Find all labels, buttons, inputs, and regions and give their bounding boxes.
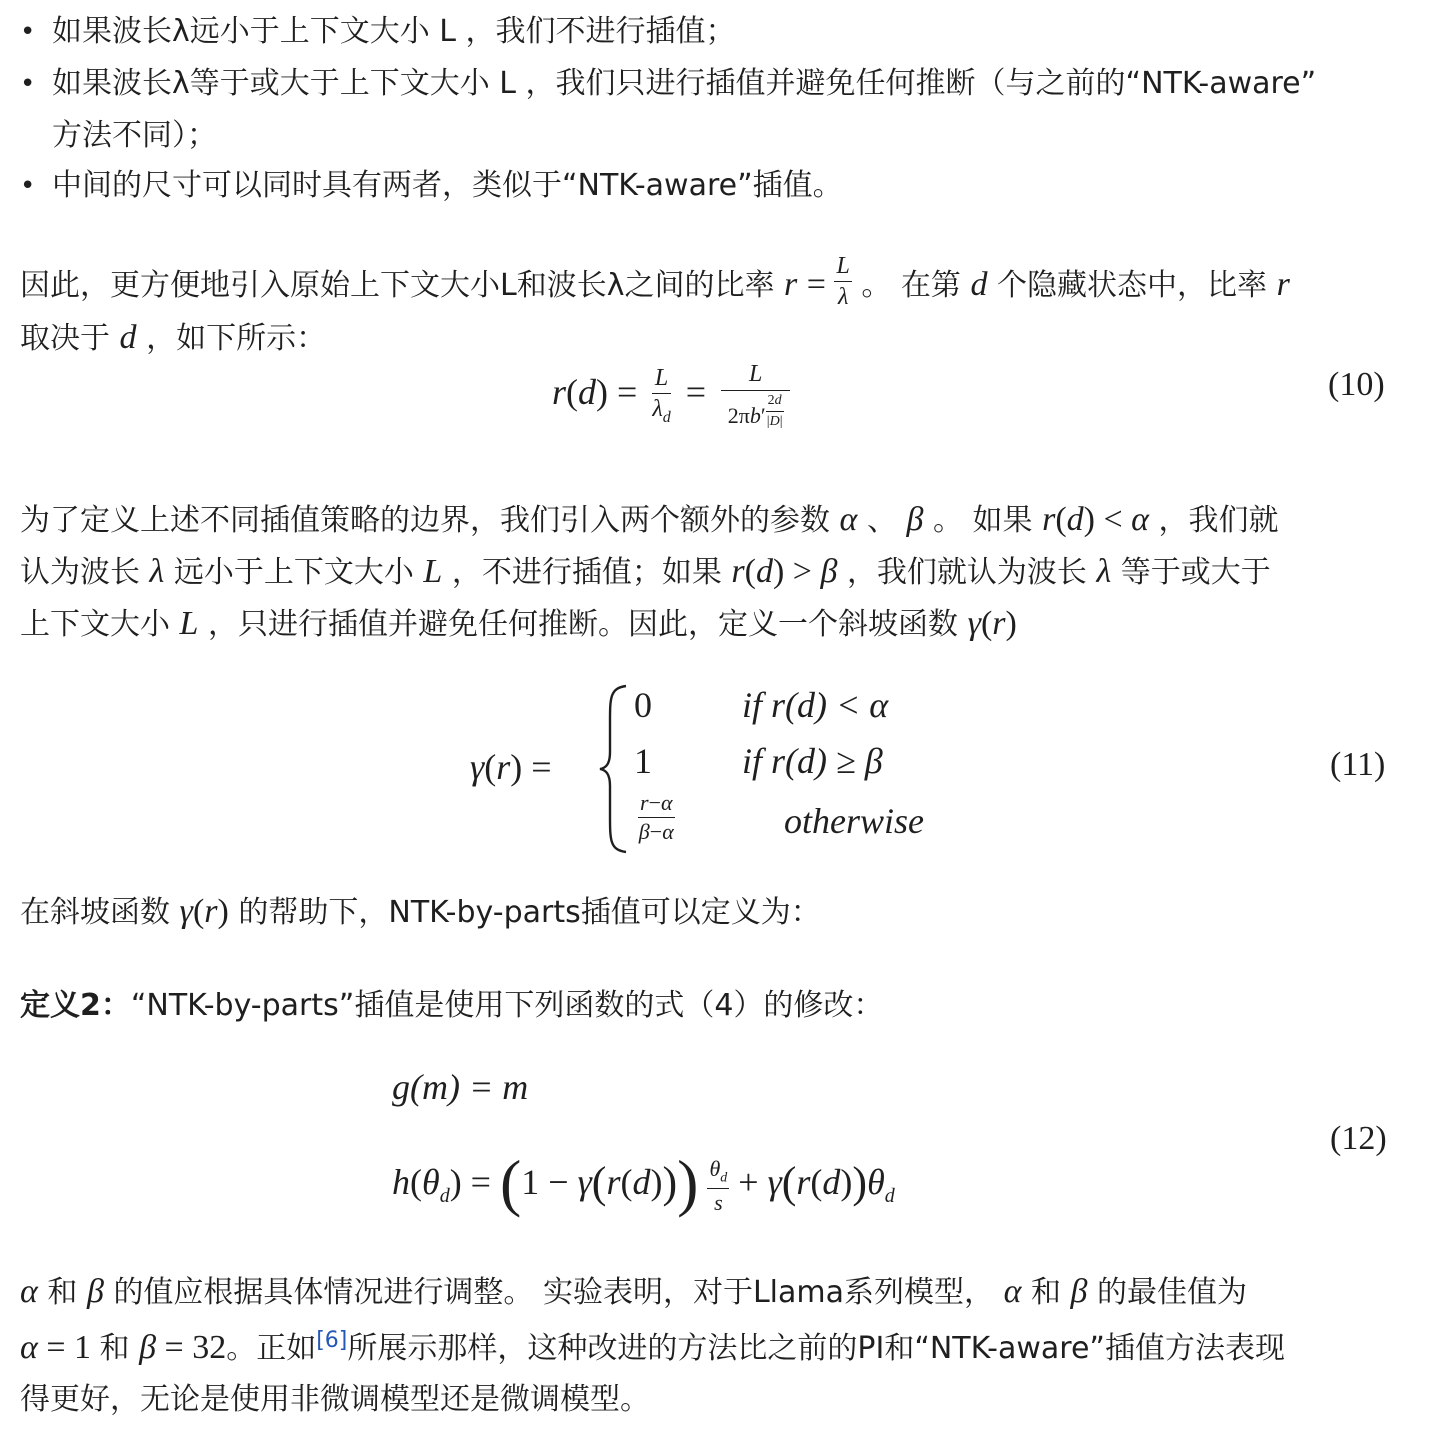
math-inline: β bbox=[820, 553, 838, 590]
math-inline: α bbox=[1131, 501, 1149, 538]
math-inline: β bbox=[906, 501, 924, 538]
equation-12-line1: g(m) = m bbox=[392, 1067, 529, 1107]
left-brace-icon bbox=[596, 682, 632, 856]
bullet-marker: • bbox=[20, 171, 36, 201]
math-inline: β bbox=[1070, 1273, 1088, 1310]
math-inline: = 32 bbox=[156, 1329, 227, 1366]
paragraph-values-line1 bbox=[20, 1272, 1247, 1313]
text: 和 bbox=[47, 1275, 78, 1310]
bullet-marker: • bbox=[20, 69, 36, 99]
math-inline: ( bbox=[1055, 501, 1067, 538]
math-inline: = bbox=[806, 266, 835, 303]
math-inline: ) bbox=[217, 893, 229, 930]
text: 为了定义上述不同插值策略的边界，我们引入两个额外的参数 bbox=[20, 503, 830, 538]
math-inline: β bbox=[86, 1273, 104, 1310]
math-inline: d bbox=[755, 553, 773, 590]
text: 的值应根据具体情况进行调整。 实验表明，对于Llama系列模型， bbox=[113, 1275, 995, 1310]
text: 远小于上下文大小 bbox=[173, 555, 414, 590]
definition-text: “NTK-by-parts”插值是使用下列函数的式（4）的修改： bbox=[130, 988, 884, 1023]
math-inline: d bbox=[119, 319, 137, 356]
equation-10: r(d) = $\frac{L}{\lambda_d}$ = L 2πb′ $^{\frac{2d}{|D|}}$ bbox=[552, 362, 790, 429]
text: 。 在第 bbox=[861, 268, 961, 303]
paragraph-boundary-line3 bbox=[20, 604, 1017, 645]
math-inline: L bbox=[423, 553, 443, 590]
text: ，不进行插值；如果 bbox=[451, 555, 722, 590]
paragraph-ratio-line2 bbox=[20, 318, 326, 359]
text: 的帮助下，NTK-by-parts插值可以定义为： bbox=[238, 895, 821, 930]
text: ，我们就认为波长 bbox=[846, 555, 1087, 590]
math-inline: r bbox=[731, 553, 745, 590]
definition-2 bbox=[20, 986, 883, 1026]
math-inline: α bbox=[1003, 1273, 1022, 1310]
paragraph-values-line3: 得更好，无论是使用非微调模型还是微调模型。 bbox=[20, 1382, 650, 1417]
definition-label: 定义2： bbox=[20, 988, 131, 1023]
math-inline: ( bbox=[744, 553, 756, 590]
text: 的最佳值为 bbox=[1097, 1275, 1247, 1310]
math-inline: β bbox=[139, 1329, 157, 1366]
citation-link[interactable]: [6] bbox=[316, 1328, 348, 1353]
math-fraction: $\frac{L}{\lambda}$ bbox=[836, 253, 850, 310]
math-inline: r bbox=[1042, 501, 1056, 538]
case-2-condition: if r(d) ≥ β bbox=[742, 741, 883, 781]
math-inline: λ bbox=[1096, 553, 1112, 590]
text: ，只进行插值并避免任何推断。因此，定义一个斜坡函数 bbox=[208, 607, 959, 642]
math-inline: = 1 bbox=[37, 1329, 100, 1366]
text: 因此，更方便地引入原始上下文大小L和波长λ之间的比率 bbox=[20, 268, 775, 303]
text: 。 如果 bbox=[932, 503, 1033, 538]
paragraph-boundary-line2 bbox=[20, 552, 1271, 593]
math-inline: r bbox=[784, 266, 798, 303]
text: 在斜坡函数 bbox=[20, 895, 170, 930]
case-3-condition: otherwise bbox=[784, 801, 924, 841]
math-inline: r bbox=[204, 893, 218, 930]
case-3-value: $\frac{r-\alpha}{\beta-\alpha}$ bbox=[638, 790, 674, 844]
bullet-item-2: 如果波长λ等于或大于上下文大小 L ，我们只进行插值并避免任何推断（与之前的“NTK-aware” bbox=[52, 66, 1317, 101]
bullet-item-3: 中间的尺寸可以同时具有两者，类似于“NTK-aware”插值。 bbox=[52, 168, 843, 203]
text: 所展示那样，这种改进的方法比之前的PI和“NTK-aware”插值方法表现 bbox=[347, 1331, 1285, 1366]
math-inline: ) bbox=[1005, 605, 1017, 642]
math-inline: ) < bbox=[1083, 501, 1132, 538]
math-inline: ( bbox=[192, 893, 205, 930]
paragraph-ramp bbox=[20, 892, 821, 933]
text: 。正如 bbox=[226, 1331, 317, 1366]
math-inline: d bbox=[970, 266, 988, 303]
math-inline: r bbox=[1276, 266, 1290, 303]
text: 和 bbox=[1030, 1275, 1061, 1310]
text: ，如下所示： bbox=[146, 321, 327, 356]
math-inline: r bbox=[992, 605, 1006, 642]
paragraph-ratio-line1 bbox=[20, 253, 1290, 310]
text: 个隐藏状态中，比率 bbox=[997, 268, 1268, 303]
math-inline: d bbox=[1066, 501, 1084, 538]
bullet-marker: • bbox=[20, 17, 36, 47]
case-1-value: 0 bbox=[634, 685, 652, 725]
equation-number-11: (11) bbox=[1330, 746, 1386, 783]
bullet-item-1: 如果波长λ远小于上下文大小 L ，我们不进行插值； bbox=[52, 14, 736, 49]
text: 和 bbox=[99, 1331, 130, 1366]
equation-11-lhs: γ(r) = bbox=[470, 747, 552, 787]
math-inline: α bbox=[839, 501, 858, 538]
text: 上下文大小 bbox=[20, 607, 170, 642]
case-2-value: 1 bbox=[634, 741, 652, 781]
text: ，我们就 bbox=[1158, 503, 1279, 538]
math-inline: ) > bbox=[772, 553, 821, 590]
text: 取决于 bbox=[20, 321, 110, 356]
math-inline: ( bbox=[980, 605, 993, 642]
math-inline: γ bbox=[179, 893, 193, 930]
equation-number-10: (10) bbox=[1328, 366, 1385, 403]
bullet-item-2-cont: 方法不同）； bbox=[52, 118, 217, 153]
math-inline: λ bbox=[149, 553, 165, 590]
math-inline: α bbox=[20, 1273, 38, 1310]
case-1-condition: if r(d) < α bbox=[742, 685, 889, 725]
text: 认为波长 bbox=[20, 555, 140, 590]
math-inline: L bbox=[179, 605, 199, 642]
math-inline: γ bbox=[967, 605, 981, 642]
math-inline: α bbox=[20, 1329, 38, 1366]
paragraph-boundary-line1 bbox=[20, 500, 1279, 541]
equation-12-line2: $h(\theta_d) = (1 - \gamma(r(d)))$ $\frac{\theta_d}{s}$ + $\gamma(r(d))\theta_d$ bbox=[392, 1147, 895, 1218]
text: 等于或大于 bbox=[1120, 555, 1271, 590]
equation-number-12: (12) bbox=[1330, 1120, 1387, 1157]
paragraph-values-line2 bbox=[20, 1328, 1285, 1369]
text: 、 bbox=[866, 503, 897, 538]
